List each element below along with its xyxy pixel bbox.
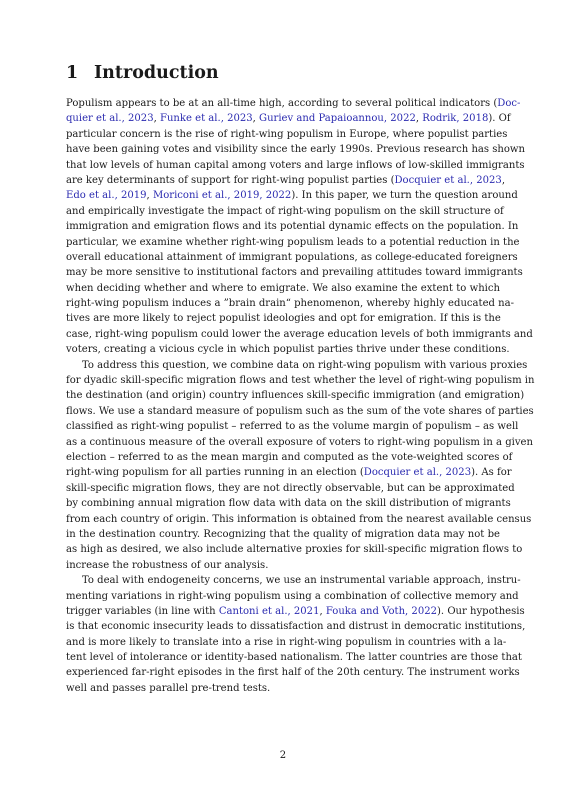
- text-line: [66, 311, 500, 326]
- text-line: [66, 650, 522, 665]
- text-run: is that economic insecurity leads to dissatisfaction and distrust in democratic institutions,: [66, 621, 526, 633]
- text-run: flows. We use a standard measure of populism such as the sum of the vote shares of parties: [66, 405, 534, 417]
- text-line: [66, 281, 500, 296]
- text-run: ). Of: [488, 113, 511, 125]
- citation-link[interactable]: Guriev and Papaioannou, 2022: [259, 113, 416, 125]
- text-run: To address this question, we combine data on right-wing populism with various proxies: [82, 359, 528, 371]
- text-line: [66, 158, 525, 173]
- text-run: ,: [153, 113, 160, 125]
- citation-link[interactable]: Funke et al., 2023: [159, 113, 253, 125]
- text-line: [66, 435, 533, 450]
- citation-link[interactable]: Cantoni et al., 2021: [218, 605, 320, 617]
- text-line: [66, 327, 533, 342]
- text-line: [66, 665, 520, 680]
- text-run: ,: [501, 174, 506, 186]
- citation-link[interactable]: Rodrik, 2018: [422, 113, 489, 125]
- text-line: [66, 404, 534, 419]
- text-run: well and passes parallel pre-trend tests.: [66, 682, 271, 694]
- text-line: [66, 96, 521, 111]
- text-run: particular concern is the rise of right-wing populism in Europe, where populist parties: [66, 128, 508, 140]
- section-title: Introduction: [94, 63, 219, 83]
- text-run: particular, we examine whether right-wing populism leads to a potential reduction in the: [66, 236, 520, 248]
- text-line: [66, 419, 519, 434]
- text-line: [66, 450, 513, 465]
- text-run: ). Our hypothesis: [437, 605, 525, 617]
- text-run: and is more likely to translate into a rise in right-wing populism in countries with a la-: [66, 636, 507, 648]
- text-run: right-wing populism induces a ”brain drain“ phenomenon, whereby highly educated na-: [66, 298, 514, 310]
- text-run: case, right-wing populism could lower the average education levels of both immigrants and: [66, 328, 533, 340]
- text-run: tent level of intolerance or identity-based nationalism. The latter countries are those that: [66, 652, 522, 664]
- text-line: [66, 558, 500, 573]
- body-text: [66, 96, 535, 696]
- text-run: skill-specific migration flows, they are not directly observable, but can be approximated: [66, 482, 515, 494]
- text-line: [66, 512, 532, 527]
- citation-link[interactable]: Docquier et al., 2023: [394, 174, 502, 186]
- citation-link[interactable]: Fouka and Voth, 2022: [325, 605, 438, 617]
- text-line: [66, 265, 523, 280]
- text-line: [66, 604, 525, 619]
- text-run: ,: [252, 113, 260, 125]
- citation-link[interactable]: Edo et al., 2019: [66, 190, 147, 202]
- text-run: overall educational attainment of immigrant populations, as college-educated foreigners: [66, 251, 518, 263]
- citation-link[interactable]: Moriconi et al., 2019, 2022: [152, 190, 292, 202]
- text-line: [66, 188, 518, 203]
- text-run: ). As for: [471, 467, 512, 479]
- section-heading: [66, 62, 506, 84]
- citation-link[interactable]: quier et al., 2023: [66, 113, 154, 125]
- text-line: [66, 111, 511, 126]
- text-run: ,: [146, 190, 153, 202]
- text-line: [66, 250, 518, 265]
- text-run: for dyadic skill-specific migration flows and test whether the level of right-wing populism in: [66, 375, 535, 387]
- text-line: [66, 589, 519, 604]
- text-line: [66, 127, 508, 142]
- text-run: To deal with endogeneity concerns, we use an instrumental variable approach, instru-: [82, 575, 521, 587]
- text-run: when deciding whether and where to emigrate. We also examine the extent to which: [66, 282, 500, 294]
- text-run: that low levels of human capital among voters and large inflows of low-skilled immigrants: [66, 159, 525, 171]
- citation-link[interactable]: Doc-: [497, 98, 521, 109]
- text-run: and empirically investigate the impact of right-wing populism on the skill structure of: [66, 205, 504, 217]
- text-run: as high as desired, we also include alternative proxies for skill-specific migration flows to: [66, 544, 523, 556]
- text-run: ). In this paper, we turn the question around: [291, 190, 518, 202]
- section-number: 1: [66, 63, 79, 83]
- text-line: [66, 481, 515, 496]
- text-run: by combining annual migration flow data with data on the skill distribution of migrants: [66, 498, 511, 510]
- text-run: ,: [319, 605, 326, 617]
- text-run: increase the robustness of our analysis.: [66, 559, 269, 571]
- text-run: in the destination country. Recognizing that the quality of migration data may not be: [66, 528, 500, 540]
- text-run: ,: [415, 113, 423, 125]
- text-run: experienced far-right episodes in the first half of the 20th century. The instrument works: [66, 667, 520, 679]
- text-line: [66, 496, 511, 511]
- text-run: menting variations in right-wing populism using a combination of collective memory and: [66, 590, 519, 602]
- text-line: [66, 373, 535, 388]
- text-run: the destination (and origin) country influences skill-specific immigration (and emigration): [66, 390, 525, 402]
- text-line: [66, 235, 520, 250]
- page-number: 2: [279, 750, 287, 761]
- text-run: classified as right-wing populist – referred to as the volume margin of populism – as well: [66, 421, 519, 433]
- text-line: [66, 542, 523, 557]
- text-run: as a continuous measure of the overall exposure of voters to right-wing populism in a given: [66, 436, 533, 448]
- text-run: right-wing populism for all parties running in an election (: [66, 467, 364, 479]
- text-line: [66, 219, 519, 234]
- text-line: [66, 296, 514, 311]
- text-line: [66, 142, 525, 157]
- text-line: [66, 173, 506, 188]
- text-line: [66, 527, 500, 542]
- text-line: [66, 635, 507, 650]
- text-line: [66, 388, 525, 403]
- text-run: Populism appears to be at an all-time high, according to several political indicators (: [66, 98, 498, 109]
- text-run: from each country of origin. This information is obtained from the nearest available census: [66, 513, 532, 525]
- text-run: may be more sensitive to institutional factors and prevailing attitudes toward immigrants: [66, 267, 523, 279]
- text-run: trigger variables (in line with: [66, 605, 219, 617]
- text-line: [66, 204, 504, 219]
- text-line: [66, 573, 521, 588]
- text-line: [66, 342, 510, 357]
- text-line: [66, 358, 528, 373]
- text-line: [66, 465, 512, 480]
- text-run: voters, creating a vicious cycle in which populist parties thrive under these conditions.: [66, 344, 510, 356]
- text-run: tives are more likely to reject populist ideologies and opt for emigration. If this is the: [66, 313, 501, 325]
- text-run: have been gaining votes and visibility since the early 1990s. Previous research has shown: [66, 144, 525, 156]
- text-run: election – referred to as the mean margin and computed as the vote-weighted scores of: [66, 451, 513, 463]
- text-line: [66, 619, 526, 634]
- citation-link[interactable]: Docquier et al., 2023: [363, 467, 472, 479]
- text-line: [66, 681, 500, 696]
- text-run: are key determinants of support for right-wing populist parties (: [66, 174, 395, 186]
- text-run: immigration and emigration flows and its potential dynamic effects on the population. In: [66, 221, 519, 233]
